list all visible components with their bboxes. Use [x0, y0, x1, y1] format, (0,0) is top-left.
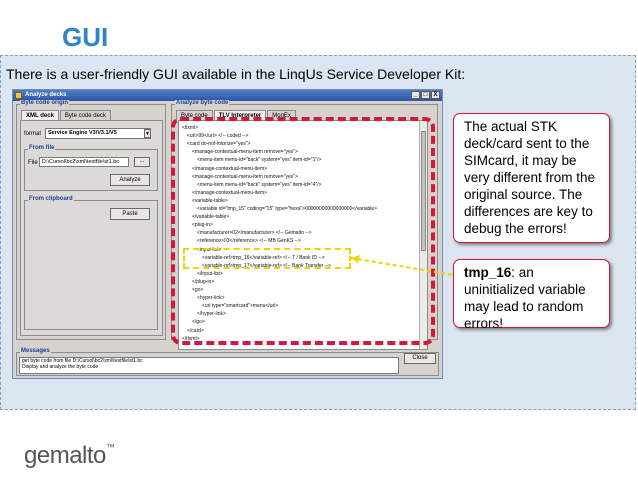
- slide-title: GUI: [62, 22, 109, 52]
- code-line: <plug-in>: [192, 222, 213, 229]
- stk-callout-text: The actual STK deck/card sent to the SIMcard, it may be very different from the original source. The differences are key to debug the errors!: [464, 119, 596, 236]
- tmp16-callout-text: : an uninitialized variable may lead to random errors!: [464, 265, 586, 331]
- tmp16-callout: [453, 259, 610, 331]
- code-line: </card>: [187, 327, 204, 334]
- code-line: </input-list>: [197, 270, 223, 277]
- maximize-button[interactable]: □: [421, 91, 430, 99]
- code-line: </go>: [192, 319, 205, 326]
- paste-button[interactable]: Paste: [110, 208, 150, 220]
- code-line: </hyper-link>: [197, 311, 226, 318]
- gemalto-logo: [24, 442, 114, 470]
- logo-text: gemalto: [24, 442, 106, 469]
- tab-monex[interactable]: MonEx: [267, 110, 296, 121]
- code-line: <variable-table>: [192, 197, 228, 204]
- tab-xml-deck[interactable]: XML deck: [21, 110, 59, 121]
- format-dropdown-button[interactable]: [144, 129, 151, 138]
- stk-deck-callout: [453, 113, 610, 243]
- format-label: format: [24, 131, 42, 137]
- from-file-title: From file: [29, 145, 55, 151]
- code-line: <input-list>: [197, 246, 222, 253]
- chevron-down-icon: ▼: [145, 131, 150, 137]
- trademark-mark: ™: [105, 442, 115, 452]
- code-line: <manufacturer>02</manufacturer> <!-- Gemalto -->: [197, 230, 312, 237]
- code-line: </manage-contextual-menu-item>: [192, 165, 268, 172]
- minimize-button[interactable]: _: [411, 91, 420, 99]
- close-window-button[interactable]: X: [431, 91, 440, 99]
- analyze-button[interactable]: Analyze: [110, 174, 150, 186]
- slide-subtitle: There is a user-friendly GUI available in the LinqUs Service Developer Kit:: [6, 66, 466, 82]
- code-line: <card do-not-fotorize="yes">: [187, 141, 251, 148]
- tab-byte-code-deck[interactable]: Byte code deck: [60, 110, 111, 121]
- code-line: </manage-contextual-menu-item>: [192, 189, 268, 196]
- app-icon: [15, 92, 22, 99]
- stk-deck-highlight: [171, 117, 435, 345]
- code-line: <manage-contextual-menu-item remove="yes">: [192, 173, 298, 180]
- code-line: <url>99</url> <!-- coded -->: [187, 133, 249, 140]
- code-line: </variable-table>: [192, 214, 230, 221]
- messages-title: Messages: [21, 348, 50, 354]
- file-label: File: [28, 160, 38, 166]
- message-line: Display and analyze the byte code: [22, 364, 99, 370]
- from-clipboard-title: From clipboard: [29, 196, 73, 202]
- file-path-input[interactable]: D:\Cursol\bc2\xml\testfile\st1.bc: [39, 157, 129, 167]
- code-line: <variable-ref>tmp_16</variable-ref> <!-- T / Bank ID -->: [202, 254, 325, 261]
- code-line: <url type="smartcard">menu</url>: [202, 303, 279, 310]
- code-line: <hyper-link>: [197, 295, 225, 302]
- tab-tlv-interpreter[interactable]: TLV Interpreter: [214, 110, 267, 121]
- close-button[interactable]: Close: [404, 353, 436, 364]
- tmp16-callout-variable: tmp_16: [464, 265, 512, 280]
- messages-log[interactable]: [19, 357, 399, 374]
- code-line: <reference>03</reference> <!-- MB GenKS -->: [197, 238, 301, 245]
- code-line: </plug-in>: [192, 278, 215, 285]
- format-select[interactable]: Service Engine V3/V3.1/V5: [45, 128, 151, 139]
- code-line: <variable id="tmp_15" coding="15" type="hexa">00000000000000000</variable>: [197, 206, 378, 212]
- message-line: get byte code from file D:\Cursol\bc2\xml\testfile\st1.bc: [22, 358, 143, 364]
- code-line: <variable-ref>tmp_17</variable-ref> <!-- Bank Transfer -->: [202, 262, 331, 269]
- byte-code-origin-title: Byte code origin: [21, 100, 69, 106]
- code-line: </tlxml>: [182, 335, 200, 342]
- code-line: <go>: [192, 287, 204, 293]
- analyze-byte-code-title: Analyze byte code: [176, 100, 229, 106]
- tmp16-highlight: [183, 248, 351, 269]
- code-line: <manage-contextual-menu-item remove="yes">: [192, 149, 298, 156]
- code-line: <menu-item menu-id="back" system="yes" item-id="1"/>: [197, 157, 322, 164]
- tab-byte-code[interactable]: Byte code: [176, 110, 213, 121]
- window-title: Analyze decks: [25, 92, 67, 98]
- code-line: <menu-item menu-id="back" system="yes" item-id="4"/>: [197, 181, 322, 188]
- browse-button[interactable]: ...: [134, 157, 150, 167]
- code-line: <tlxml>: [182, 125, 199, 131]
